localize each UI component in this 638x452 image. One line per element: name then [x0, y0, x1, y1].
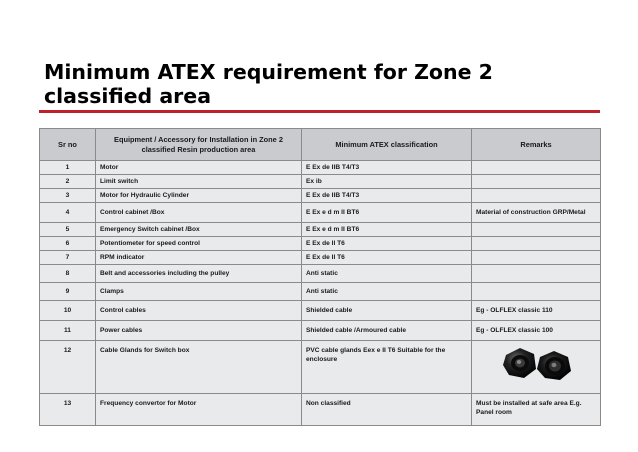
cell-classification: Non classified	[302, 394, 472, 426]
table-row	[40, 161, 601, 175]
cell-classification: E Ex de II T6	[302, 251, 472, 265]
cell-classification: Anti static	[302, 265, 472, 283]
table-header-row	[40, 129, 601, 161]
cell-equipment: Cable Glands for Switch box	[96, 341, 302, 394]
header-sr-no: Sr no	[40, 129, 96, 161]
cell-classification: Anti static	[302, 283, 472, 301]
cell-remarks	[472, 341, 601, 394]
cell-sr-no: 6	[40, 237, 96, 251]
cell-sr-no: 3	[40, 189, 96, 203]
cell-remarks	[472, 283, 601, 301]
cell-equipment: Motor for Hydraulic Cylinder	[96, 189, 302, 203]
table-row	[40, 341, 601, 394]
cell-equipment: Clamps	[96, 283, 302, 301]
cell-sr-no: 4	[40, 203, 96, 223]
cell-equipment: Control cabinet /Box	[96, 203, 302, 223]
cell-remarks	[472, 161, 601, 175]
cell-classification: Shielded cable /Armoured cable	[302, 321, 472, 341]
table-row	[40, 265, 601, 283]
cell-sr-no: 11	[40, 321, 96, 341]
cell-classification: Ex ib	[302, 175, 472, 189]
table-row	[40, 301, 601, 321]
cell-classification: E Ex e d m II BT6	[302, 203, 472, 223]
cell-remarks	[472, 265, 601, 283]
cell-sr-no: 2	[40, 175, 96, 189]
cell-equipment: Limit switch	[96, 175, 302, 189]
cell-sr-no: 5	[40, 223, 96, 237]
slide-title: Minimum ATEX requirement for Zone 2 classified area	[44, 60, 493, 108]
cell-sr-no: 13	[40, 394, 96, 426]
table-row	[40, 283, 601, 301]
cable-gland-photo	[500, 345, 576, 383]
title-underline	[39, 110, 600, 113]
cell-remarks	[472, 223, 601, 237]
cell-remarks	[472, 237, 601, 251]
table-row	[40, 251, 601, 265]
cell-remarks	[472, 175, 601, 189]
cell-remarks	[472, 251, 601, 265]
cell-equipment: Frequency convertor for Motor	[96, 394, 302, 426]
header-remarks: Remarks	[472, 129, 601, 161]
cell-equipment: RPM indicator	[96, 251, 302, 265]
cell-sr-no: 7	[40, 251, 96, 265]
cell-sr-no: 9	[40, 283, 96, 301]
table-row	[40, 189, 601, 203]
table-row	[40, 175, 601, 189]
cell-sr-no: 1	[40, 161, 96, 175]
cell-classification: E Ex de IIB T4/T3	[302, 189, 472, 203]
cell-sr-no: 8	[40, 265, 96, 283]
atex-requirements-table	[39, 128, 601, 426]
table-row	[40, 223, 601, 237]
cell-remarks: Must be installed at safe area E.g. Panel room	[472, 394, 601, 426]
cell-equipment: Control cables	[96, 301, 302, 321]
cell-equipment: Potentiometer for speed control	[96, 237, 302, 251]
cell-classification: E Ex de IIB T4/T3	[302, 161, 472, 175]
table-row	[40, 394, 601, 426]
header-min-classification: Minimum ATEX classification	[302, 129, 472, 161]
cell-equipment: Power cables	[96, 321, 302, 341]
table-row	[40, 237, 601, 251]
cell-remarks: Material of construction GRP/Metal	[472, 203, 601, 223]
cell-remarks: Eg - OLFLEX classic 110	[472, 301, 601, 321]
cell-remarks: Eg - OLFLEX classic 100	[472, 321, 601, 341]
cell-sr-no: 10	[40, 301, 96, 321]
cell-remarks	[472, 189, 601, 203]
cell-sr-no: 12	[40, 341, 96, 394]
header-equipment: Equipment / Accessory for Installation in Zone 2 classified Resin production area	[96, 129, 302, 161]
cell-equipment: Emergency Switch cabinet /Box	[96, 223, 302, 237]
table-row	[40, 321, 601, 341]
cell-classification: E Ex de II T6	[302, 237, 472, 251]
cell-classification: PVC cable glands Eex e II T6 Suitable for the enclosure	[302, 341, 472, 394]
cell-equipment: Belt and accessories including the pulley	[96, 265, 302, 283]
cell-classification: Shielded cable	[302, 301, 472, 321]
cell-equipment: Motor	[96, 161, 302, 175]
cell-classification: E Ex e d m II BT6	[302, 223, 472, 237]
table-row	[40, 203, 601, 223]
